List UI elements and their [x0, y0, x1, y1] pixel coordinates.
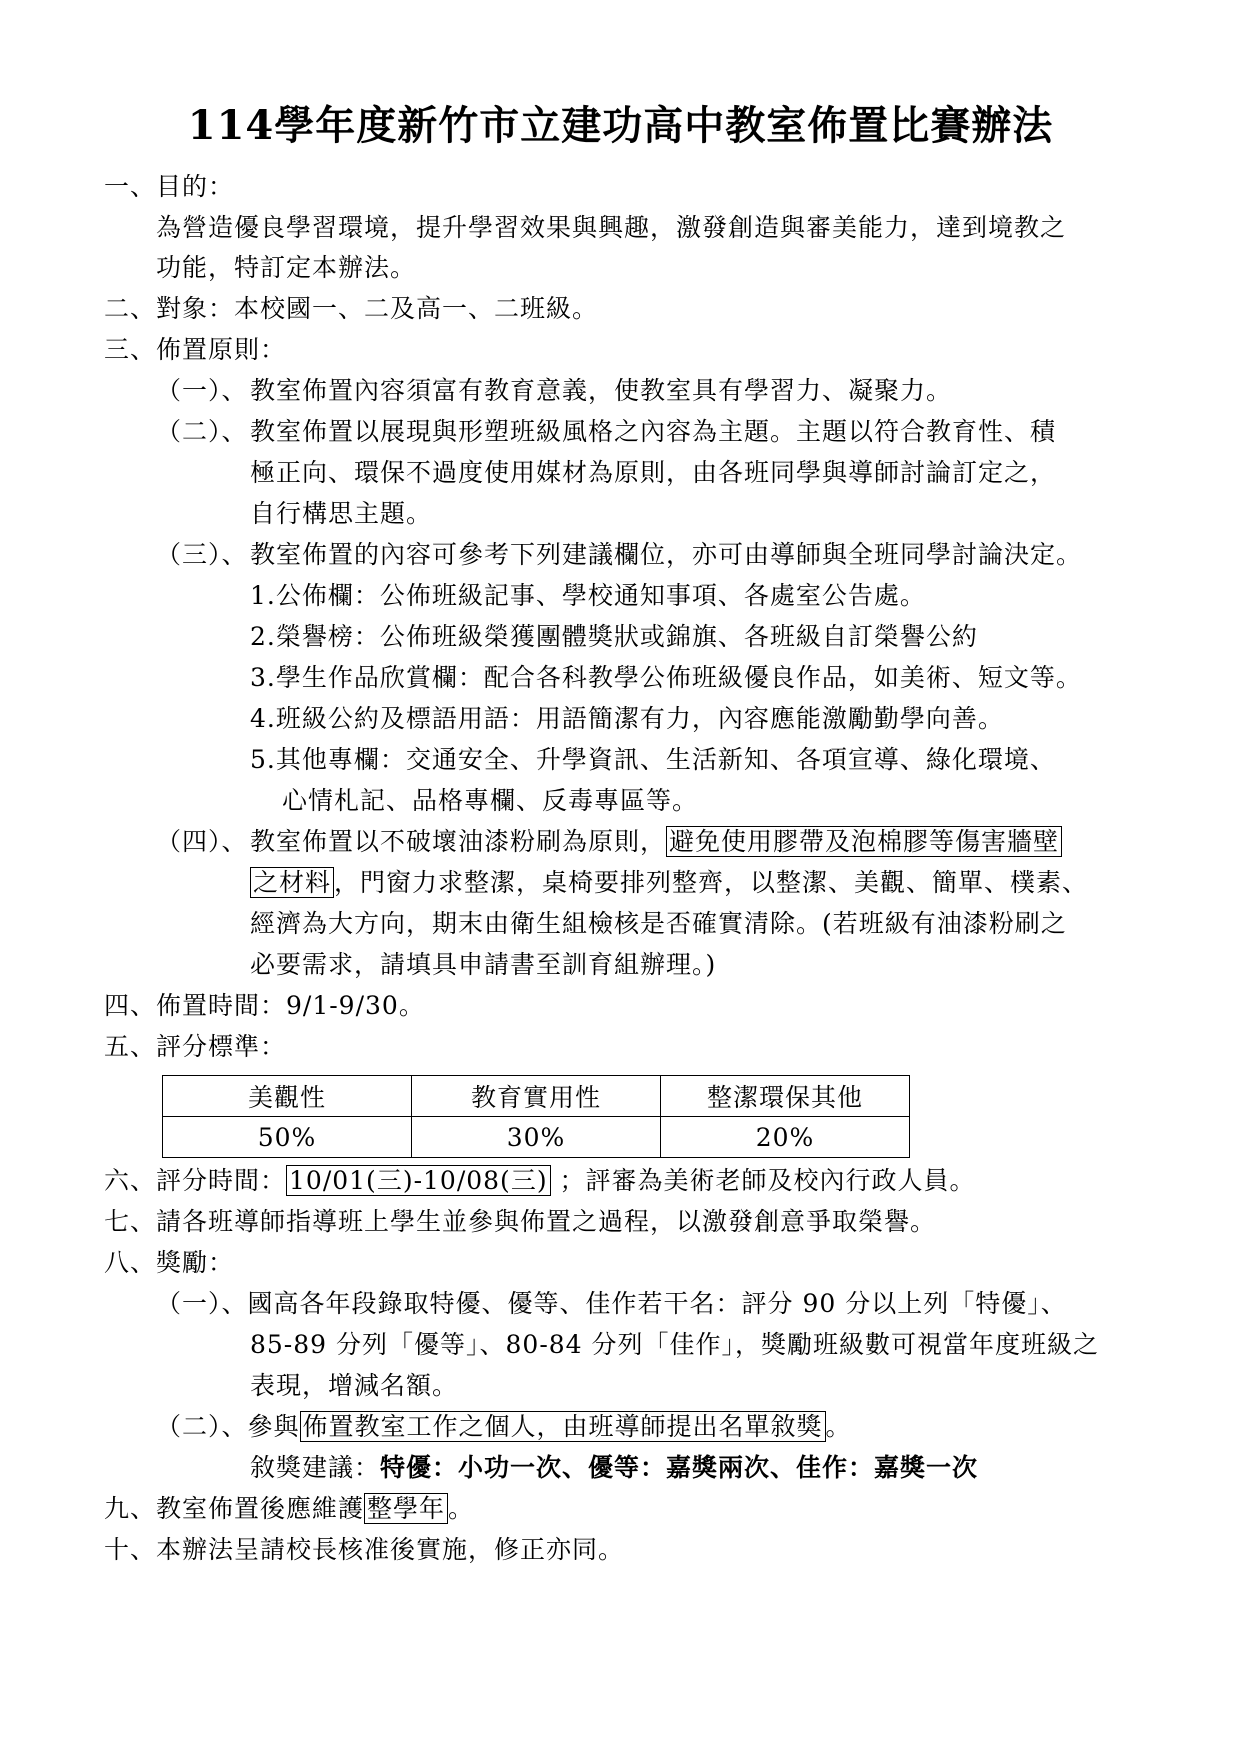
section-8-heading: 八、獎勵：	[104, 1248, 235, 1277]
section-8-item-2-end: 。	[825, 1412, 852, 1441]
section-3-item-4-marker: （四）、	[156, 827, 248, 856]
section-1-text-line-2: 功能，特訂定本辦法。	[156, 253, 417, 282]
section-4-heading: 四、佈置時間：9/1-9/30。	[104, 991, 425, 1020]
section-3-item-2-line-3: 自行構思主題。	[250, 499, 433, 528]
section-7-heading: 七、請各班導師指導班上學生並參與佈置之過程，以激發創意爭取榮譽。	[104, 1207, 937, 1236]
section-3-item-4-line-3: 經濟為大方向，期末由衛生組檢核是否確實清除。(若班級有油漆粉刷之	[250, 909, 1067, 938]
item-4-boxed-warning: 避免使用膠帶及泡棉膠等傷害牆壁	[666, 826, 1062, 857]
section-3-item-2-line-1: 教室佈置以展現與形塑班級風格之內容為主題。主題以符合教育性、積	[250, 417, 1057, 446]
table-cell: 30%	[412, 1117, 661, 1158]
table-cell: 20%	[661, 1117, 910, 1158]
board-item-2: 2.榮譽榜：公佈班級榮獲團體獎狀或錦旗、各班級自訂榮譽公約	[250, 622, 978, 651]
section-3-item-4-line-4: 必要需求，請填具申請書至訓育組辦理。)	[250, 950, 717, 979]
award-suggestion-text: 特優：小功一次、優等：嘉獎兩次、佳作：嘉獎一次	[380, 1453, 979, 1482]
board-item-1: 1.公佈欄：公佈班級記事、學校通知事項、各處室公告處。	[250, 581, 926, 610]
board-item-3: 3.學生作品欣賞欄：配合各科教學公佈班級優良作品，如美術、短文等。	[250, 663, 1082, 692]
board-item-5-line-2: 心情札記、品格專欄、反毒專區等。	[282, 786, 699, 815]
section-10-heading: 十、本辦法呈請校長核准後實施，修正亦同。	[104, 1535, 625, 1564]
section-9-heading: 九、教室佈置後應維護	[104, 1494, 365, 1523]
section-2-heading: 二、對象：本校國一、二及高一、二班級。	[104, 294, 599, 323]
page-title: 114學年度新竹市立建功高中教室佈置比賽辦法	[187, 102, 1054, 149]
table-row	[163, 1117, 910, 1158]
section-6-rest: ；評審為美術老師及校內行政人員。	[559, 1166, 976, 1195]
section-1-text-line-1: 為營造優良學習環境，提升學習效果與興趣，激發創造與審美能力，達到境教之	[156, 213, 1067, 242]
section-8-item-1-line-1: （一）、國高各年段錄取特優、優等、佳作若干名：評分 90 分以上列「特優」、	[156, 1289, 1067, 1318]
section-3-item-4-line-1	[250, 825, 1062, 859]
section-3-item-1-marker: （一）、	[156, 376, 248, 405]
section-3-heading: 三、佈置原則：	[104, 335, 287, 364]
section-3-item-4-line-2	[250, 866, 1088, 900]
section-9-boxed: 整學年	[364, 1493, 448, 1524]
scoring-dates-boxed: 10/01(三)-10/08(三)	[286, 1165, 551, 1196]
section-8-item-2-boxed: 佈置教室工作之個人，由班導師提出名單敘獎	[300, 1411, 826, 1442]
table-cell: 50%	[163, 1117, 412, 1158]
section-8-item-1-line-2: 85-89 分列「優等」、80-84 分列「佳作」，獎勵班級數可視當年度班級之	[250, 1330, 1100, 1359]
award-suggestion-line	[250, 1451, 978, 1485]
section-8-item-1-line-3: 表現，增減名額。	[250, 1371, 459, 1400]
section-3-item-3-marker: （三）、	[156, 540, 248, 569]
section-3-item-2-marker: （二）、	[156, 417, 248, 446]
table-header-cell: 美觀性	[163, 1076, 412, 1117]
section-1-heading: 一、目的：	[104, 172, 235, 201]
section-6-heading: 六、評分時間：	[104, 1166, 287, 1195]
section-3-item-3-text: 教室佈置的內容可參考下列建議欄位，亦可由導師與全班同學討論決定。	[250, 540, 1083, 569]
section-8-item-2-line	[156, 1410, 852, 1444]
table-header-cell: 整潔環保其他	[661, 1076, 910, 1117]
section-3-item-1-text: 教室佈置內容須富有教育意義，使教室具有學習力、凝聚力。	[250, 376, 953, 405]
section-5-heading: 五、評分標準：	[104, 1032, 287, 1061]
board-item-5-line-1: 5.其他專欄：交通安全、升學資訊、生活新知、各項宣導、綠化環境、	[250, 745, 1056, 774]
section-6-line	[104, 1164, 976, 1198]
table-header-row	[163, 1076, 910, 1117]
section-8-item-2-start: （二）、參與	[156, 1412, 300, 1441]
scoring-table	[162, 1075, 910, 1158]
section-3-item-2-line-2: 極正向、環保不過度使用媒材為原則，由各班同學與導師討論訂定之，	[250, 458, 1057, 487]
section-9-end: 。	[448, 1494, 475, 1523]
section-9-line	[104, 1492, 474, 1526]
table-header-cell: 教育實用性	[412, 1076, 661, 1117]
item-4-text-start: 教室佈置以不破壞油漆粉刷為原則，	[250, 827, 667, 856]
item-4-boxed-material: 之材料	[250, 867, 334, 898]
award-suggestion-label: 敘獎建議：	[250, 1453, 381, 1482]
board-item-4: 4.班級公約及標語用語：用語簡潔有力，內容應能激勵勤學向善。	[250, 704, 1004, 733]
item-4-text-continue: ，門窗力求整潔，桌椅要排列整齊，以整潔、美觀、簡單、樸素、	[334, 868, 1089, 897]
